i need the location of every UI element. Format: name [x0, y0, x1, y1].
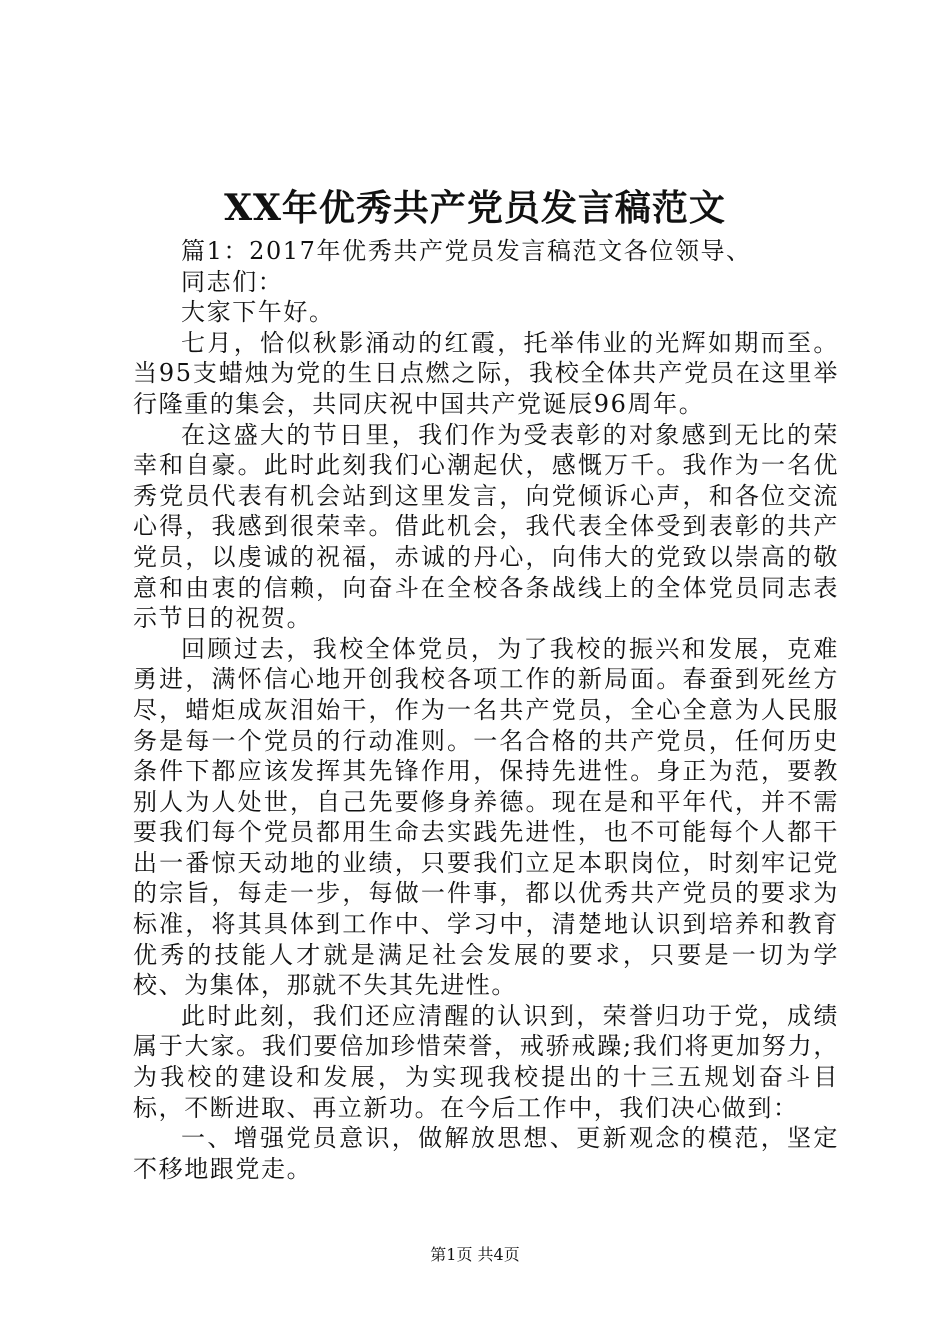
- paragraph: 篇1：2017年优秀共产党员发言稿范文各位领导、: [181, 237, 752, 265]
- paragraph: 七月，恰似秋影涌动的红霞，托举伟业的光辉如期而至。当95支蜡烛为党的生日点燃之际，我校全体共产党员在这里举行隆重的集会，共同庆祝中国共产党诞辰96周年。: [133, 328, 839, 418]
- paragraph: 大家下午好。: [181, 298, 335, 327]
- page-number-footer: 第1页 共4页: [430, 1245, 520, 1264]
- paragraph: 同志们：: [181, 267, 284, 296]
- document-title: XX年优秀共产党员发言稿范文: [224, 187, 726, 229]
- document-body: [133, 236, 839, 1184]
- paragraph: 在这盛大的节日里，我们作为受表彰的对象感到无比的荣幸和自豪。此时此刻我们心潮起伏，感慨万千。我作为一名优秀党员代表有机会站到这里发言，向党倾诉心声，和各位交流心得，我感到很荣幸。借此机会，我代表全体受到表彰的共产党员，以虔诚的祝福，赤诚的丹心，向伟大的党致以崇高的敬意和由衷的信赖，向奋斗在全校各条战线上的全体党员同志表示节日的祝贺。: [133, 420, 839, 633]
- paragraph: 回顾过去，我校全体党员，为了我校的振兴和发展，克难勇进，满怀信心地开创我校各项工作的新局面。春蚕到死丝方尽，蜡炬成灰泪始干，作为一名共产党员，全心全意为人民服务是每一个党员的行动准则。一名合格的共产党员，任何历史条件下都应该发挥其先锋作用，保持先进性。身正为范，要教别人为人处世，自己先要修身养德。现在是和平年代，并不需要我们每个党员都用生命去实践先进性，也不可能每个人都干出一番惊天动地的业绩，只要我们立足本职岗位，时刻牢记党的宗旨，每走一步，每做一件事，都以优秀共产党员的要求为标准，将其具体到工作中、学习中，清楚地认识到培养和教育优秀的技能人才就是满足社会发展的要求，只要是一切为学校、为集体，那就不失其先进性。: [133, 634, 839, 1000]
- paragraph: 此时此刻，我们还应清醒的认识到，荣誉归功于党，成绩属于大家。我们要倍加珍惜荣誉，戒骄戒躁;我们将更加努力，为我校的建设和发展，为实现我校提出的十三五规划奋斗目标，不断进取、再立新功。在今后工作中，我们决心做到：: [133, 1001, 839, 1122]
- paragraph: 一、增强党员意识，做解放思想、更新观念的模范，坚定不移地跟党走。: [133, 1124, 839, 1183]
